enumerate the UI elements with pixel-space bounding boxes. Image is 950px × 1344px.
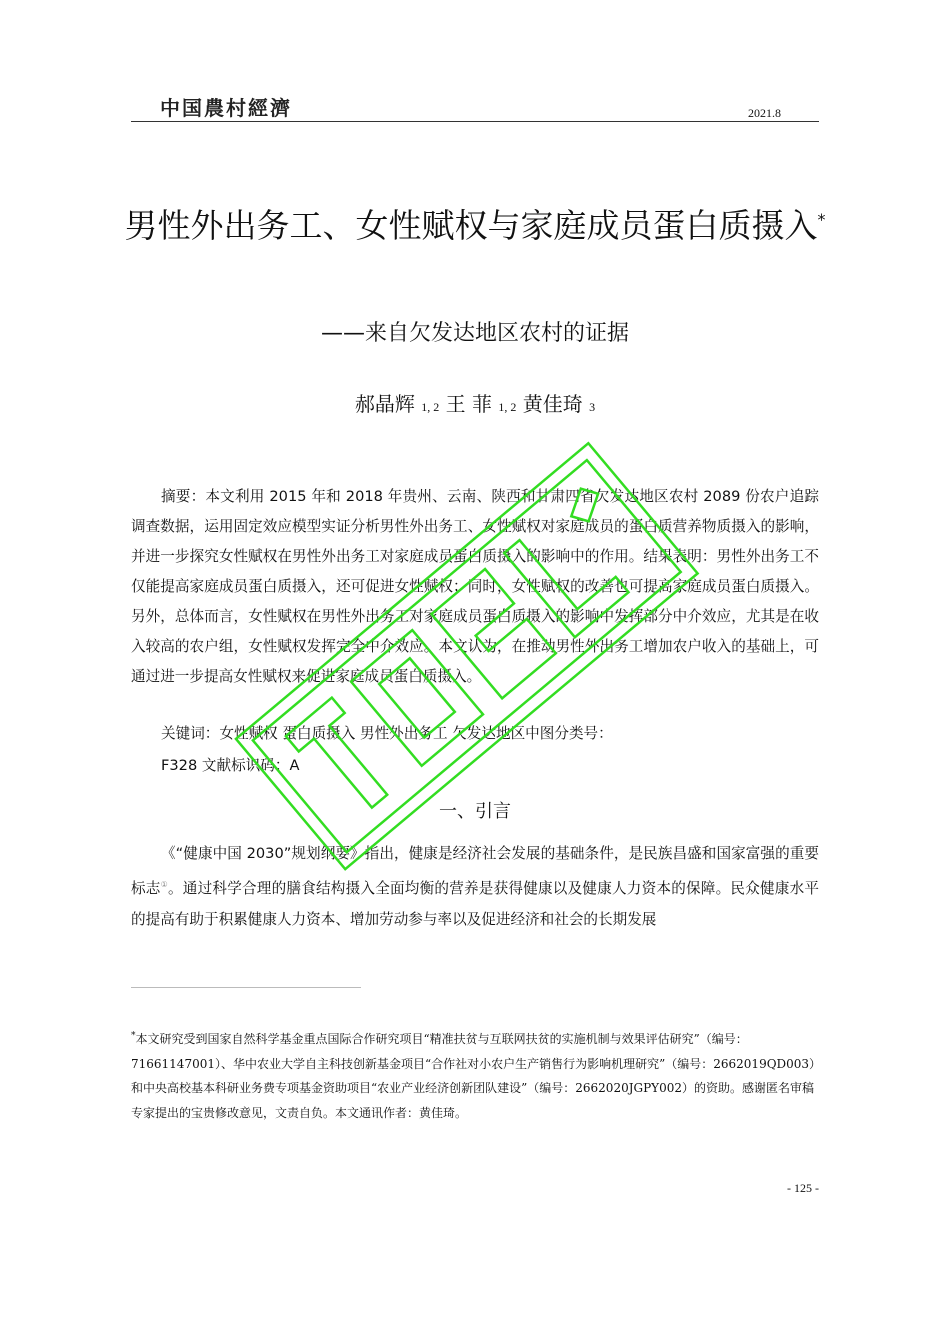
abstract-text: 摘要：本文利用 2015 年和 2018 年贵州、云南、陕西和甘肃四省欠发达地区农村 2089 份农户追踪调查数据，运用固定效应模型实证分析男性外出务工、女性赋权对家庭成员的蛋白质营养物质摄入的影响，并进一步探究女性赋权在男性外出务工对家庭成员蛋白质摄入的影响中的作用。结果表明：男性外出务工不仅能提高家庭成员蛋白质摄入，还可促进女性赋权；同时，女性赋权的改善也可提高家庭成员蛋白质摄入。另外，总体而言，女性赋权在男性外出务工对家庭成员蛋白质摄入的影响中发挥部分中介效应，尤其是在收入较高的农户组，女性赋权发挥完全中介效应。本文认为，在推动男性外出务工增加农户收入的基础上，可通过进一步提高女性赋权来促进家庭成员蛋白质摄入。 bbox=[131, 488, 819, 685]
author-affiliation: 1, 2 bbox=[421, 400, 440, 414]
footnote-rule bbox=[131, 987, 361, 988]
journal-logo: 中国農村經濟 bbox=[160, 96, 292, 120]
author-name: 黄佳琦 bbox=[522, 392, 583, 416]
funding-footnote bbox=[131, 1024, 819, 1125]
section-heading: 一、引言 bbox=[439, 801, 511, 822]
author-list bbox=[110, 388, 840, 423]
keywords-line: 关键词：女性赋权 蛋白质摄入 男性外出务工 欠发达地区中图分类号： bbox=[161, 725, 613, 742]
author-name: 王 菲 bbox=[445, 392, 492, 416]
title-footnote-mark: * bbox=[817, 210, 826, 229]
intro-text-part2: 。通过科学合理的膳食结构摄入全面均衡的营养是获得健康以及健康人力资本的保障。民众健康水平的提高有助于积累健康人力资本、增加劳动参与率以及促进经济和社会的长期发展 bbox=[131, 879, 819, 928]
classification-line: F328 文献标识码：A bbox=[161, 757, 300, 774]
author-affiliation: 1, 2 bbox=[498, 400, 517, 414]
keywords-block bbox=[131, 718, 819, 782]
footnote-mark: * bbox=[131, 1031, 136, 1041]
title-text: 男性外出务工、女性赋权与家庭成员蛋白质摄入 bbox=[124, 206, 818, 245]
page-number: - 125 - bbox=[787, 1181, 819, 1195]
author-affiliation: 3 bbox=[589, 400, 596, 414]
header-rule bbox=[131, 121, 819, 122]
footnote-ref[interactable]: ① bbox=[160, 880, 168, 889]
intro-paragraph bbox=[131, 838, 819, 935]
author-name: 郝晶辉 bbox=[354, 392, 415, 416]
intro-text-part1: 《“健康中国 2030”规划纲要》指出，健康是经济社会发展的基础条件，是民族昌盛和国家富强的重要标志 bbox=[131, 845, 819, 897]
abstract bbox=[131, 482, 819, 692]
issue-date: 2021.8 bbox=[748, 106, 781, 120]
footnote-text: 本文研究受到国家自然科学基金重点国际合作研究项目“精准扶贫与互联网扶贫的实施机制与效果评估研究”（编号：71661147001）、华中农业大学自主科技创新基金项目“合作社对小农户生产销售行为影响机理研究”（编号：2662019QD003）和中央高校基本科研业务费专项基金资助项目“农业产业经济创新团队建设”（编号：2662020JGPY002）的资助。感谢匿名审稿专家提出的宝贵修改意见，文责自负。本文通讯作者：黄佳琦。 bbox=[131, 1032, 816, 1120]
paper-title bbox=[110, 200, 840, 252]
paper-subtitle: ——来自欠发达地区农村的证据 bbox=[320, 321, 629, 346]
